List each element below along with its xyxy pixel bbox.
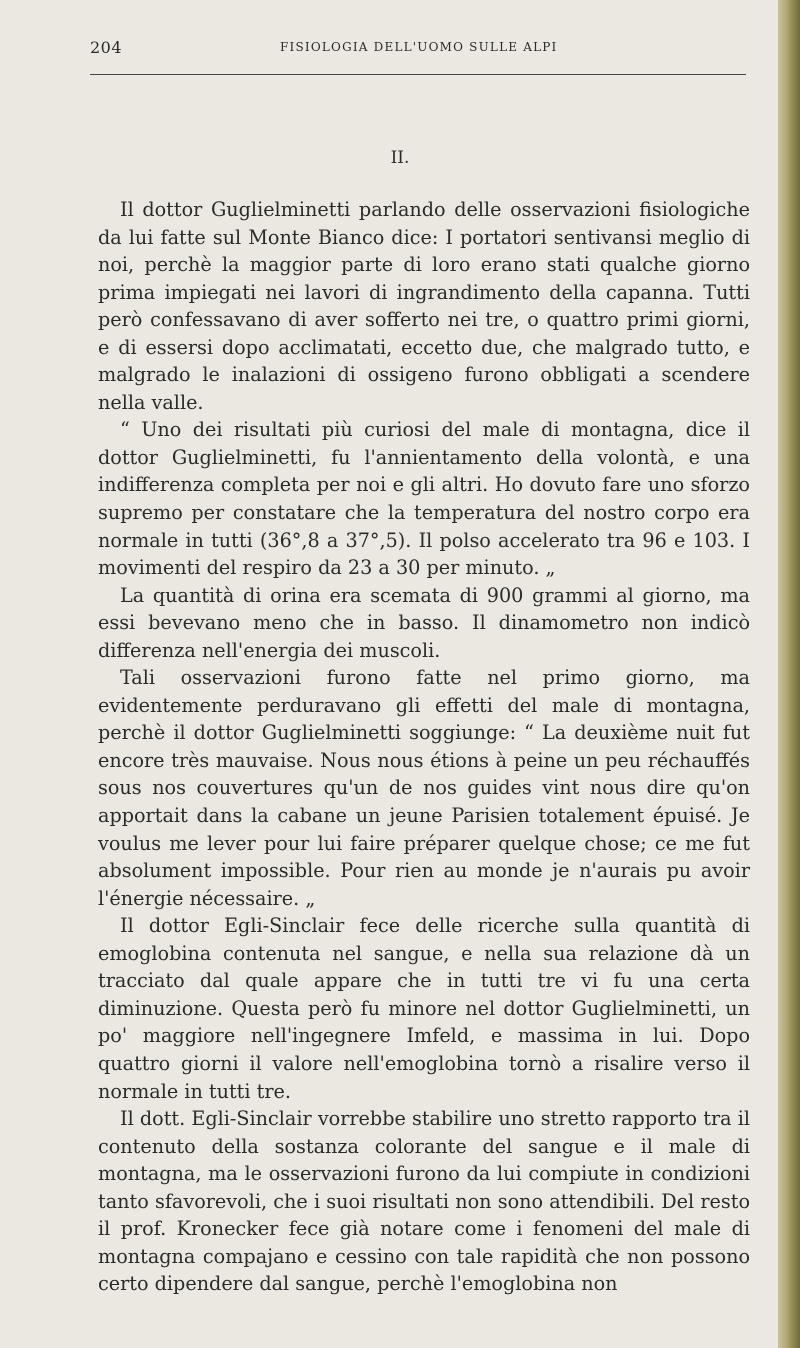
paragraph: “ Uno dei risultati più curiosi del male di montagna, dice il dottor Guglielminetti, fu l'annientamento della volontà, e una indifferenza completa per noi e gli altri. Ho dovuto fare uno sforzo supremo per constatare che la temperatura del nostro corpo era normale in tutti (36°,8 a 37°,5). Il polso accelerato tra 96 e 103. I movimenti del respiro da 23 a 30 per minuto. „ xyxy=(98,418,750,580)
page-edge-shadow xyxy=(778,0,800,1348)
page-header xyxy=(90,38,750,62)
running-title: FISIOLOGIA DELL'UOMO SULLE ALPI xyxy=(280,40,558,54)
paragraph: Il dottor Guglielminetti parlando delle osservazioni fisiologiche da lui fatte sul Monte Bianco dice: I portatori sentivansi meglio di noi, perchè la maggior parte di loro erano stati qualche giorno prima impiegati nei lavori di ingrandimento della capanna. Tutti però confessavano di aver sofferto nei tre, o quattro primi giorni, e di essersi dopo acclimatati, eccetto due, che malgrado tutto, e malgrado le inalazioni di ossigeno furono obbligati a scendere nella valle. xyxy=(98,198,750,414)
paragraph: Il dott. Egli-Sinclair vorrebbe stabilire uno stretto rapporto tra il contenuto della sostanza colorante del sangue e il male di montagna, ma le osservazioni furono da lui compiute in condizioni tanto sfavorevoli, che i suoi risultati non sono attendibili. Del resto il prof. Kronecker fece già notare come i fenomeni del male di montagna compajano e cessino con tale rapidità che non possono certo dipendere dal sangue, perchè l'emoglobina non xyxy=(98,1107,750,1296)
header-rule xyxy=(90,74,746,75)
section-heading: II. xyxy=(390,148,410,168)
body-text xyxy=(98,196,750,1298)
paragraph: La quantità di orina era scemata di 900 grammi al giorno, ma essi bevevano meno che in basso. Il dinamometro non indicò differenza nell'energia dei muscoli. xyxy=(98,583,750,662)
paragraph: Il dottor Egli-Sinclair fece delle ricerche sulla quantità di emoglobina contenuta nel sangue, e nella sua relazione dà un tracciato dal quale appare che in tutti tre vi fu una certa diminuzione. Questa però fu minore nel dottor Guglielminetti, un po' maggiore nell'ingegnere Imfeld, e massima in lui. Dopo quattro giorni il valore nell'emoglobina tornò a risalire verso il normale in tutti tre. xyxy=(98,914,750,1103)
page-number: 204 xyxy=(90,38,123,57)
paragraph: Tali osservazioni furono fatte nel primo giorno, ma evidentemente perduravano gli effetti del male di montagna, perchè il dottor Guglielminetti soggiunge: “ La deuxième nuit fut encore très mauvaise. Nous nous étions à peine un peu réchauffés sous nos couvertures qu'un de nos guides vint nous dire qu'on apportait dans la cabane un jeune Parisien totalement épuisé. Je voulus me lever pour lui faire préparer quelque chose; ce me fut absolument impossible. Pour rien au monde je n'aurais pu avoir l'énergie nécessaire. „ xyxy=(98,666,750,910)
